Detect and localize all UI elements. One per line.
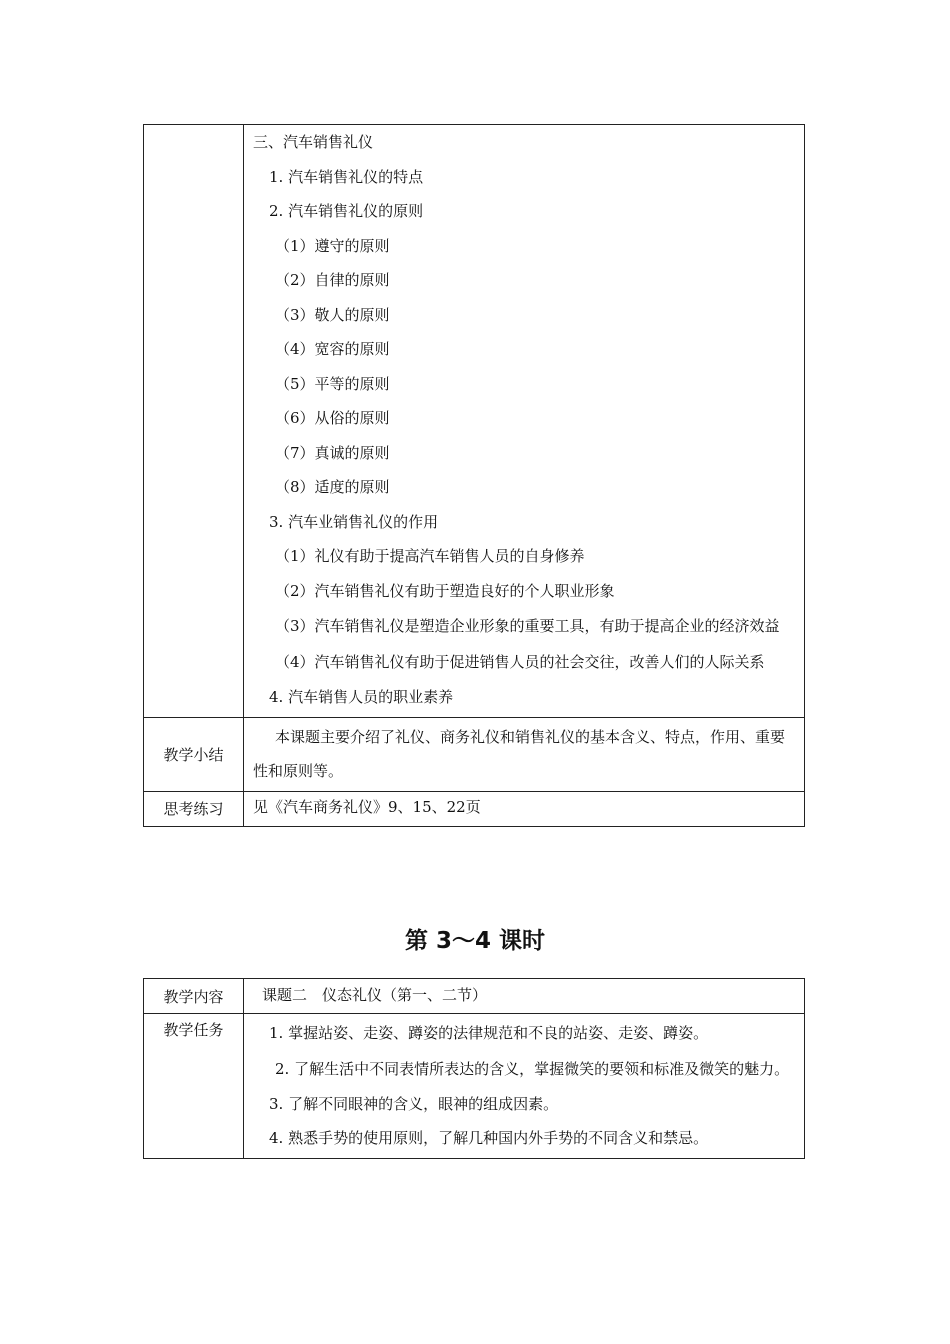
list-item: （1）遵守的原则	[275, 236, 390, 255]
list-item: 4. 汽车销售人员的职业素养	[269, 688, 454, 706]
teaching-content-row	[144, 979, 805, 1014]
task-item: 1. 掌握站姿、走姿、蹲姿的法律规范和不良的站姿、走姿、蹲姿。	[269, 1024, 709, 1042]
summary-label: 教学小结	[144, 717, 244, 791]
list-item: （2）自律的原则	[275, 271, 390, 289]
list-item: （4）汽车销售礼仪有助于促进销售人员的社会交往，改善人们的人际关系	[275, 653, 765, 671]
list-item: （5）平等的原则	[275, 374, 390, 393]
exercise-row	[144, 791, 805, 826]
content-cell	[244, 125, 805, 718]
list-item: （4）宽容的原则	[275, 340, 390, 358]
list-item: 3. 汽车业销售礼仪的作用	[269, 512, 439, 531]
summary-row	[144, 717, 805, 791]
summary-text: 本课题主要介绍了礼仪、商务礼仪和销售礼仪的基本含义、特点，作用、重要性和原则等。	[244, 717, 805, 791]
list-item: （6）从俗的原则	[275, 409, 390, 427]
section-title: 三、汽车销售礼仪	[253, 133, 374, 151]
teaching-content-text: 课题二 仪态礼仪（第一、二节）	[244, 979, 805, 1014]
task-item: 4. 熟悉手势的使用原则，了解几种国内外手势的不同含义和禁忌。	[269, 1129, 709, 1147]
lesson-heading: 第 3～4 课时	[404, 928, 546, 954]
teaching-content-label: 教学内容	[144, 979, 244, 1014]
lesson-table-1	[143, 124, 805, 827]
list-item: 1. 汽车销售礼仪的特点	[269, 167, 424, 186]
list-item: （3）汽车销售礼仪是塑造企业形象的重要工具，有助于提高企业的经济效益	[275, 617, 780, 635]
exercise-label: 思考练习	[144, 791, 244, 826]
list-item: （8）适度的原则	[275, 478, 390, 496]
task-item: 2. 了解生活中不同表情所表达的含义，掌握微笑的要领和标准及微笑的魅力。	[275, 1059, 790, 1078]
teaching-task-label: 教学任务	[144, 1014, 244, 1159]
list-item: （7）真诚的原则	[275, 443, 390, 462]
empty-label-cell	[144, 125, 244, 718]
lesson-table-2	[143, 978, 805, 1159]
teaching-task-row	[144, 1014, 805, 1159]
list-item: （2）汽车销售礼仪有助于塑造良好的个人职业形象	[275, 581, 615, 600]
exercise-text: 见《汽车商务礼仪》9、15、22页	[244, 791, 805, 826]
list-item: 2. 汽车销售礼仪的原则	[269, 202, 424, 220]
teaching-task-cell	[244, 1014, 805, 1159]
task-item: 3. 了解不同眼神的含义，眼神的组成因素。	[269, 1094, 559, 1113]
content-row	[144, 125, 805, 718]
list-item: （3）敬人的原则	[275, 305, 390, 324]
list-item: （1）礼仪有助于提高汽车销售人员的自身修养	[275, 547, 585, 565]
